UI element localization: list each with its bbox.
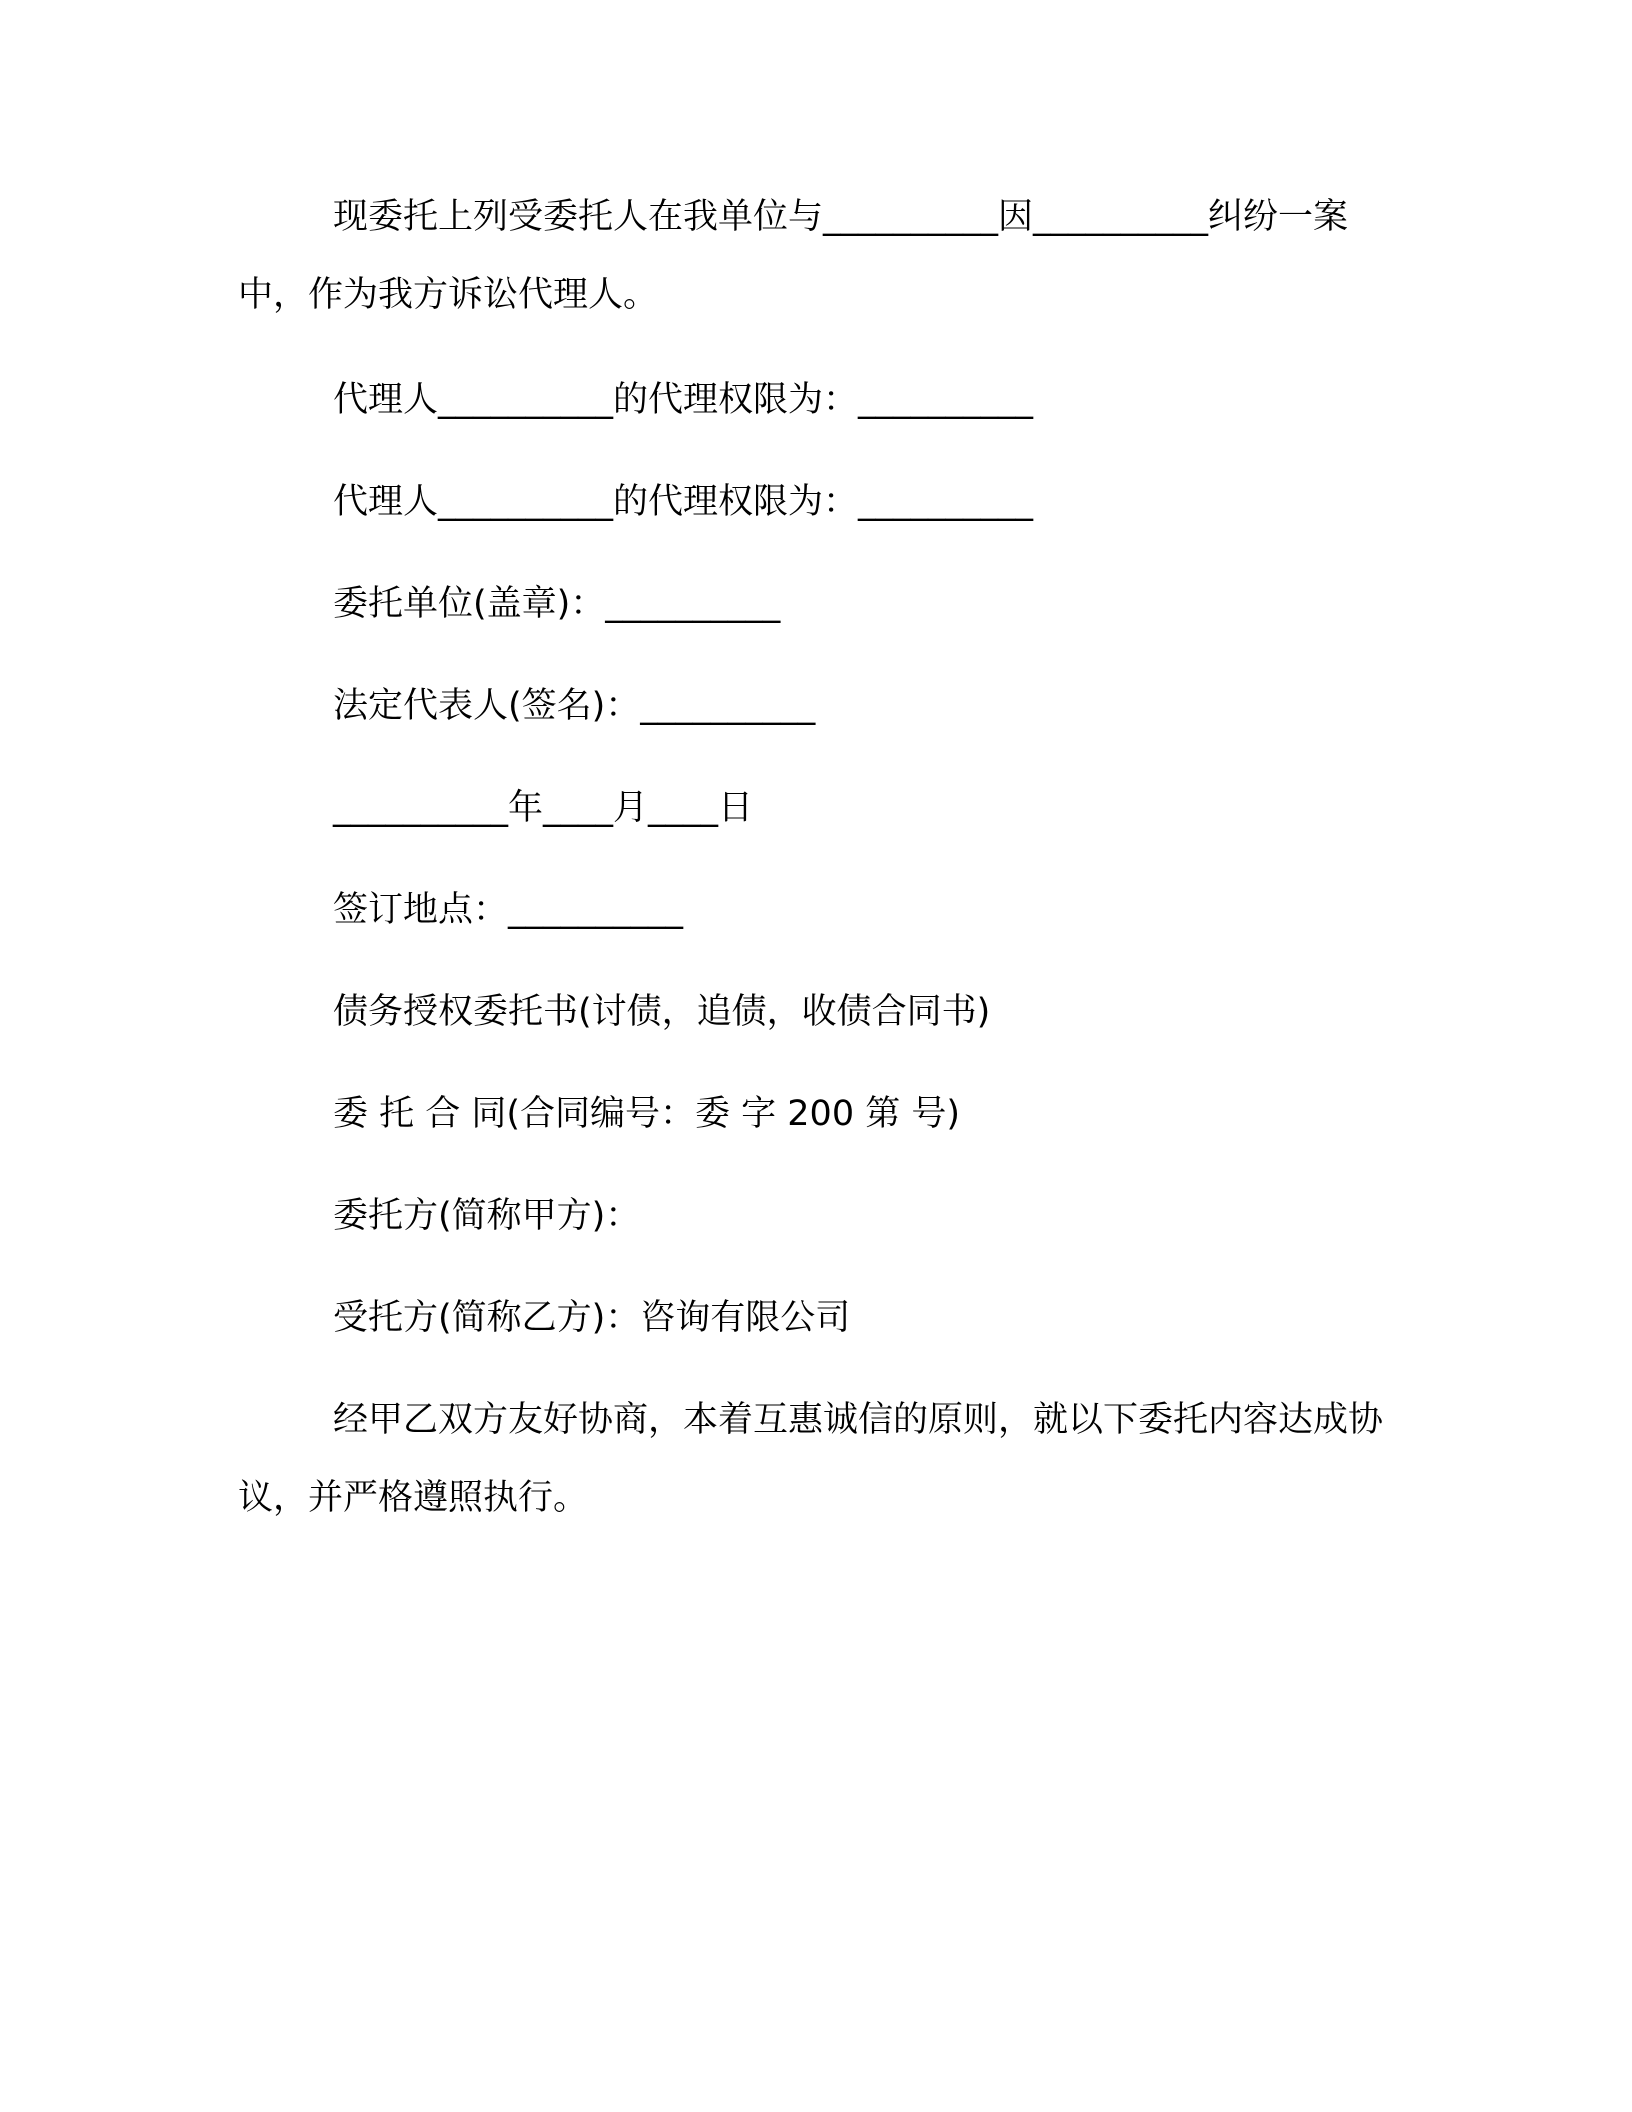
paragraph-entrusting-unit-seal: 委托单位(盖章)：__________ bbox=[333, 584, 781, 624]
paragraph-debt-authorization-title: 债务授权委托书(讨债，追债，收债合同书) bbox=[333, 992, 991, 1032]
paragraph-party-a: 委托方(简称甲方)： bbox=[333, 1196, 641, 1236]
paragraph-date: __________年____月____日 bbox=[333, 788, 754, 828]
paragraph-party-b: 受托方(简称乙方)：咨询有限公司 bbox=[333, 1298, 851, 1338]
paragraph-agent-authority-2: 代理人__________的代理权限为：__________ bbox=[333, 482, 1034, 522]
paragraph-contract-number: 委 托 合 同(合同编号：委 字 200 第 号) bbox=[333, 1094, 960, 1134]
paragraph-entrustment-case: 现委托上列受委托人在我单位与__________因__________纠纷一案中，作为我方诉讼代理人。 bbox=[238, 197, 1349, 315]
paragraph-agent-authority-1: 代理人__________的代理权限为：__________ bbox=[333, 380, 1034, 420]
paragraph-legal-representative-signature: 法定代表人(签名)：__________ bbox=[333, 686, 816, 726]
paragraph-signing-place: 签订地点：__________ bbox=[333, 890, 684, 930]
paragraph-agreement-statement: 经甲乙双方友好协商，本着互惠诚信的原则，就以下委托内容达成协议，并严格遵照执行。 bbox=[238, 1400, 1384, 1518]
